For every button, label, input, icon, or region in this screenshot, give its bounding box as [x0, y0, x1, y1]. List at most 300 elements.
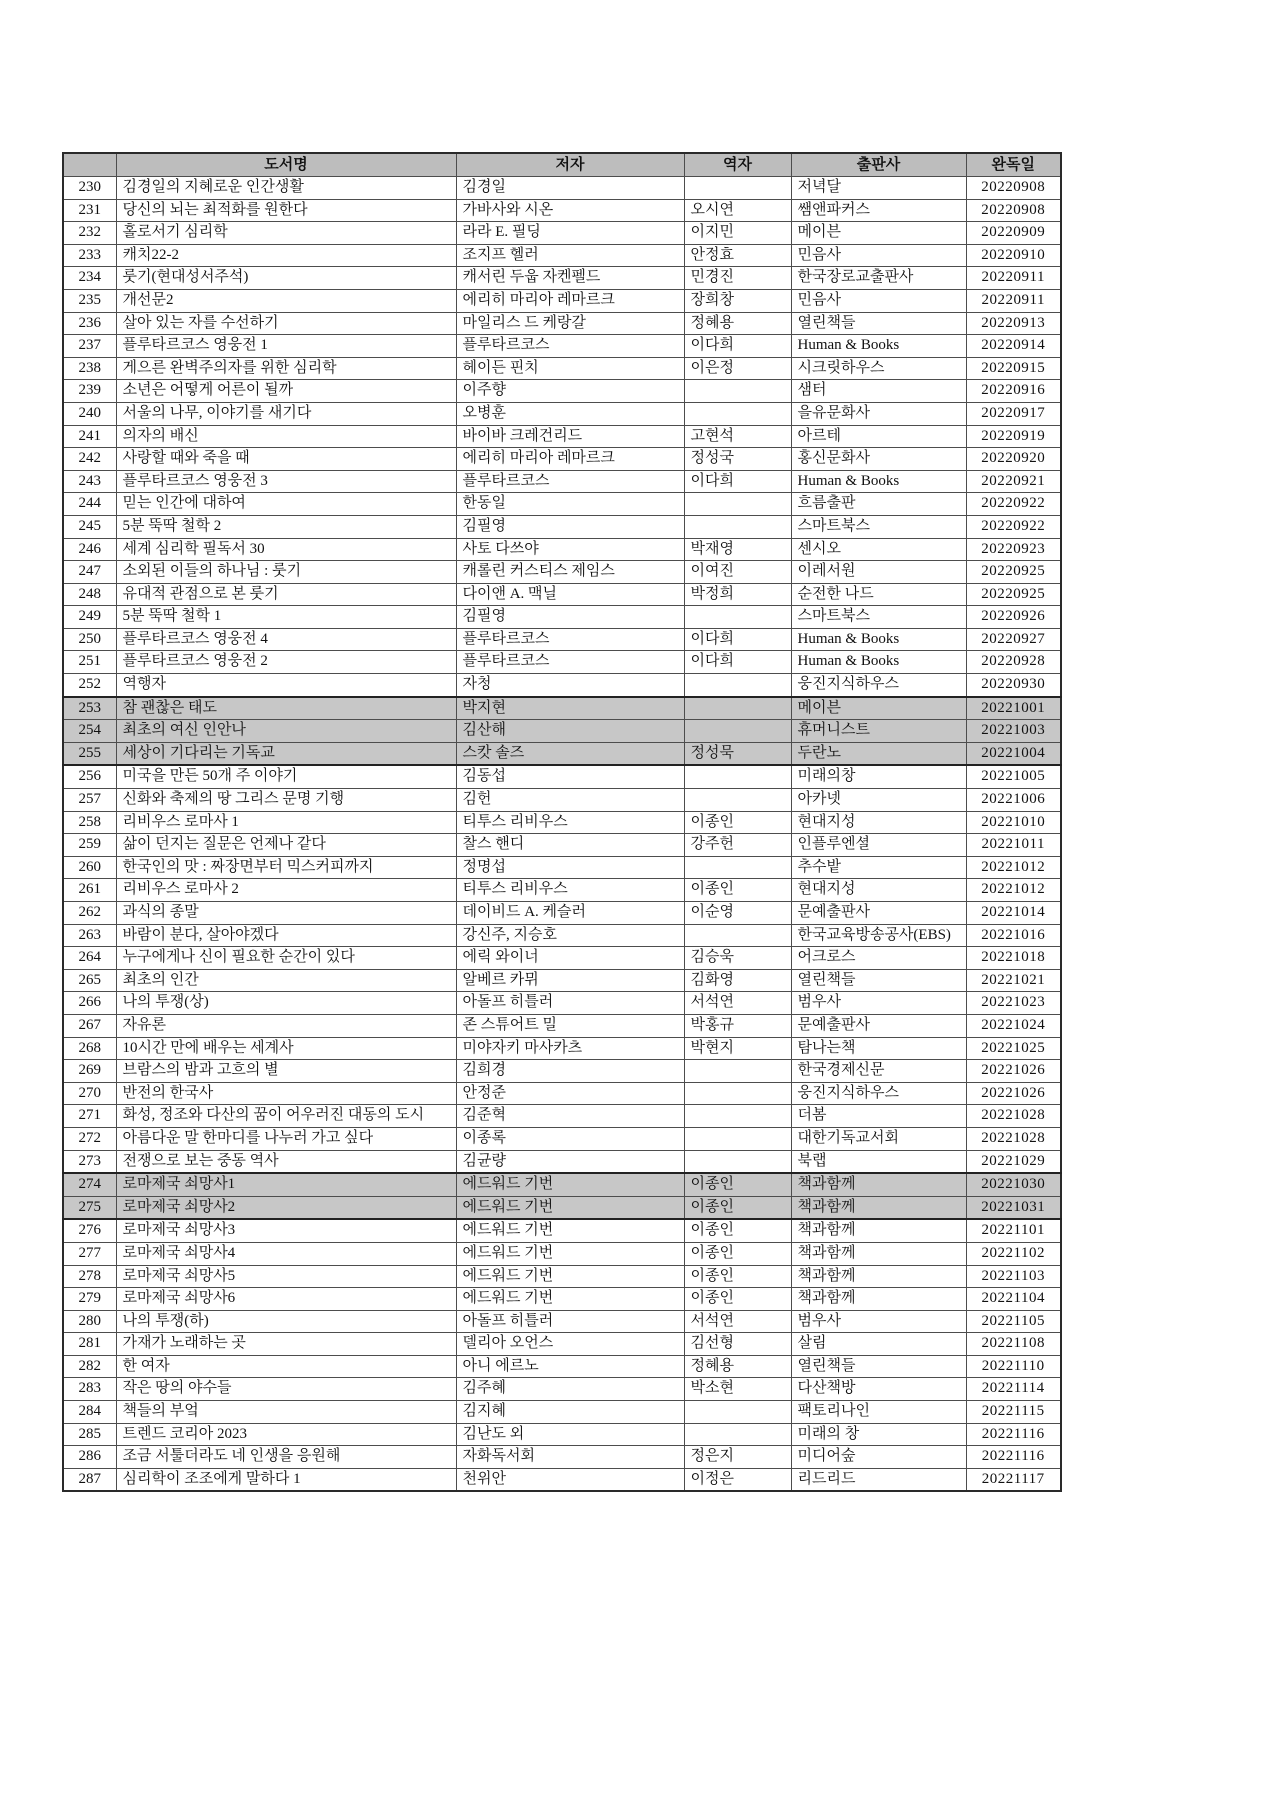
cell-no: 270	[63, 1082, 116, 1105]
reading-log-table	[62, 152, 1062, 1492]
cell-translator	[684, 606, 791, 629]
table-row	[63, 561, 1061, 584]
cell-translator: 박현지	[684, 1037, 791, 1060]
cell-author: 김산해	[456, 720, 684, 743]
cell-publisher: 스마트북스	[791, 606, 966, 629]
cell-title: 최초의 여신 인안나	[116, 720, 456, 743]
cell-title: 나의 투쟁(상)	[116, 992, 456, 1015]
cell-translator: 정혜용	[684, 312, 791, 335]
table-row	[63, 289, 1061, 312]
cell-title: 한국인의 맛 : 짜장면부터 믹스커피까지	[116, 856, 456, 879]
cell-date: 20221014	[966, 902, 1061, 925]
cell-no: 251	[63, 651, 116, 674]
cell-no: 281	[63, 1333, 116, 1356]
cell-title: 브람스의 밤과 고흐의 별	[116, 1060, 456, 1083]
cell-author: 김준혁	[456, 1105, 684, 1128]
cell-no: 245	[63, 515, 116, 538]
table-row	[63, 425, 1061, 448]
cell-publisher: 미래의 창	[791, 1423, 966, 1446]
cell-translator: 이종인	[684, 879, 791, 902]
cell-no: 274	[63, 1173, 116, 1196]
table-row	[63, 969, 1061, 992]
cell-no: 253	[63, 697, 116, 720]
table-row	[63, 1014, 1061, 1037]
table-row	[63, 1105, 1061, 1128]
cell-title: 룻기(현대성서주석)	[116, 267, 456, 290]
cell-translator	[684, 1060, 791, 1083]
cell-title: 개선문2	[116, 289, 456, 312]
cell-publisher: 책과함께	[791, 1265, 966, 1288]
cell-translator: 이정은	[684, 1468, 791, 1491]
cell-publisher: 문예출판사	[791, 902, 966, 925]
cell-publisher: 열린책들	[791, 312, 966, 335]
cell-publisher: 책과함께	[791, 1219, 966, 1242]
cell-date: 20221004	[966, 742, 1061, 765]
table-row	[63, 902, 1061, 925]
cell-date: 20221001	[966, 697, 1061, 720]
cell-publisher: 시크릿하우스	[791, 357, 966, 380]
cell-no: 283	[63, 1378, 116, 1401]
table-row	[63, 697, 1061, 720]
cell-date: 20221030	[966, 1173, 1061, 1196]
cell-publisher: 범우사	[791, 992, 966, 1015]
table-row	[63, 1265, 1061, 1288]
cell-author: 김주혜	[456, 1378, 684, 1401]
cell-no: 239	[63, 380, 116, 403]
table-row	[63, 811, 1061, 834]
cell-publisher: 책과함께	[791, 1196, 966, 1219]
cell-date: 20220927	[966, 628, 1061, 651]
cell-publisher: 두란노	[791, 742, 966, 765]
cell-title: 바람이 분다, 살아야겠다	[116, 924, 456, 947]
cell-date: 20221003	[966, 720, 1061, 743]
cell-title: 유대적 관점으로 본 룻기	[116, 583, 456, 606]
cell-publisher: 대한기독교서회	[791, 1127, 966, 1150]
cell-author: 플루타르코스	[456, 335, 684, 358]
table-row	[63, 1446, 1061, 1469]
cell-title: 플루타르코스 영웅전 2	[116, 651, 456, 674]
cell-date: 20220908	[966, 199, 1061, 222]
cell-publisher: 열린책들	[791, 1355, 966, 1378]
cell-date: 20220909	[966, 222, 1061, 245]
cell-translator: 정성국	[684, 448, 791, 471]
table-row	[63, 1173, 1061, 1196]
cell-translator	[684, 1082, 791, 1105]
cell-author: 에드워드 기번	[456, 1196, 684, 1219]
cell-title: 리비우스 로마사 2	[116, 879, 456, 902]
cell-author: 티투스 리비우스	[456, 811, 684, 834]
cell-publisher: 북랩	[791, 1150, 966, 1173]
table-row	[63, 924, 1061, 947]
cell-author: 김동섭	[456, 765, 684, 788]
cell-no: 273	[63, 1150, 116, 1173]
cell-title: 참 괜찮은 태도	[116, 697, 456, 720]
table-row	[63, 720, 1061, 743]
cell-translator: 박소현	[684, 1378, 791, 1401]
cell-translator	[684, 789, 791, 812]
table-row	[63, 1060, 1061, 1083]
cell-translator	[684, 924, 791, 947]
cell-author: 다이앤 A. 맥닐	[456, 583, 684, 606]
cell-date: 20221101	[966, 1219, 1061, 1242]
table-row	[63, 1423, 1061, 1446]
cell-title: 로마제국 쇠망사1	[116, 1173, 456, 1196]
cell-title: 작은 땅의 야수들	[116, 1378, 456, 1401]
cell-title: 소년은 어떻게 어른이 될까	[116, 380, 456, 403]
cell-author: 천위안	[456, 1468, 684, 1491]
cell-date: 20221028	[966, 1105, 1061, 1128]
cell-publisher: 아르테	[791, 425, 966, 448]
cell-date: 20220930	[966, 674, 1061, 697]
cell-title: 믿는 인간에 대하여	[116, 493, 456, 516]
cell-date: 20221012	[966, 856, 1061, 879]
table-header	[63, 153, 1061, 177]
cell-date: 20221021	[966, 969, 1061, 992]
table-row	[63, 1310, 1061, 1333]
table-row	[63, 583, 1061, 606]
cell-translator	[684, 697, 791, 720]
cell-translator: 이종인	[684, 1265, 791, 1288]
cell-author: 바이바 크레건리드	[456, 425, 684, 448]
cell-title: 플루타르코스 영웅전 3	[116, 470, 456, 493]
cell-no: 275	[63, 1196, 116, 1219]
table-row	[63, 1150, 1061, 1173]
cell-title: 과식의 종말	[116, 902, 456, 925]
table-row	[63, 992, 1061, 1015]
cell-date: 20221110	[966, 1355, 1061, 1378]
cell-date: 20221115	[966, 1401, 1061, 1424]
cell-translator	[684, 1127, 791, 1150]
cell-translator: 민경진	[684, 267, 791, 290]
table-row	[63, 312, 1061, 335]
cell-publisher: Human & Books	[791, 628, 966, 651]
cell-date: 20220908	[966, 177, 1061, 200]
cell-no: 285	[63, 1423, 116, 1446]
cell-translator: 정은지	[684, 1446, 791, 1469]
cell-title: 트렌드 코리아 2023	[116, 1423, 456, 1446]
cell-translator: 이지민	[684, 222, 791, 245]
table-row	[63, 765, 1061, 788]
cell-publisher: 흐름출판	[791, 493, 966, 516]
cell-date: 20220925	[966, 561, 1061, 584]
cell-date: 20220915	[966, 357, 1061, 380]
cell-publisher: 저녁달	[791, 177, 966, 200]
table-row	[63, 538, 1061, 561]
table-row	[63, 1219, 1061, 1242]
cell-translator: 이종인	[684, 1173, 791, 1196]
cell-title: 화성, 정조와 다산의 꿈이 어우러진 대동의 도시	[116, 1105, 456, 1128]
cell-publisher: 이레서원	[791, 561, 966, 584]
cell-title: 신화와 축제의 땅 그리스 문명 기행	[116, 789, 456, 812]
cell-translator: 이다희	[684, 335, 791, 358]
cell-translator: 이종인	[684, 1288, 791, 1311]
cell-translator	[684, 765, 791, 788]
cell-no: 248	[63, 583, 116, 606]
cell-publisher: 추수밭	[791, 856, 966, 879]
cell-no: 260	[63, 856, 116, 879]
cell-author: 에드워드 기번	[456, 1288, 684, 1311]
cell-author: 라라 E. 필딩	[456, 222, 684, 245]
cell-author: 티투스 리비우스	[456, 879, 684, 902]
cell-author: 김필영	[456, 606, 684, 629]
cell-publisher: 팩토리나인	[791, 1401, 966, 1424]
cell-translator: 정혜용	[684, 1355, 791, 1378]
cell-translator: 이여진	[684, 561, 791, 584]
cell-translator: 고현석	[684, 425, 791, 448]
cell-date: 20220928	[966, 651, 1061, 674]
table-row	[63, 222, 1061, 245]
cell-author: 김난도 외	[456, 1423, 684, 1446]
table-row	[63, 879, 1061, 902]
cell-title: 로마제국 쇠망사3	[116, 1219, 456, 1242]
cell-no: 257	[63, 789, 116, 812]
cell-translator: 이다희	[684, 628, 791, 651]
table-row	[63, 357, 1061, 380]
cell-translator	[684, 515, 791, 538]
cell-author: 헤이든 핀치	[456, 357, 684, 380]
header-row	[63, 153, 1061, 177]
cell-author: 데이비드 A. 케슬러	[456, 902, 684, 925]
cell-title: 5분 뚝딱 철학 2	[116, 515, 456, 538]
table-row	[63, 1333, 1061, 1356]
cell-translator: 이은정	[684, 357, 791, 380]
cell-translator: 서석연	[684, 992, 791, 1015]
cell-no: 269	[63, 1060, 116, 1083]
cell-date: 20221108	[966, 1333, 1061, 1356]
cell-date: 20220921	[966, 470, 1061, 493]
cell-title: 로마제국 쇠망사6	[116, 1288, 456, 1311]
cell-publisher: 을유문화사	[791, 402, 966, 425]
cell-publisher: Human & Books	[791, 335, 966, 358]
cell-publisher: 휴머니스트	[791, 720, 966, 743]
cell-publisher: 미디어숲	[791, 1446, 966, 1469]
cell-title: 최초의 인간	[116, 969, 456, 992]
cell-publisher: 책과함께	[791, 1242, 966, 1265]
cell-translator: 이종인	[684, 1242, 791, 1265]
table-body	[63, 177, 1061, 1492]
cell-author: 김필영	[456, 515, 684, 538]
cell-date: 20221010	[966, 811, 1061, 834]
column-header-translator: 역자	[684, 153, 791, 177]
cell-title: 로마제국 쇠망사2	[116, 1196, 456, 1219]
cell-publisher: 샘터	[791, 380, 966, 403]
cell-author: 델리아 오언스	[456, 1333, 684, 1356]
cell-translator: 안정효	[684, 244, 791, 267]
cell-translator	[684, 856, 791, 879]
cell-title: 살아 있는 자를 수선하기	[116, 312, 456, 335]
column-header-date: 완독일	[966, 153, 1061, 177]
table-row	[63, 1082, 1061, 1105]
cell-no: 265	[63, 969, 116, 992]
cell-no: 256	[63, 765, 116, 788]
cell-publisher: 인플루엔셜	[791, 834, 966, 857]
cell-date: 20220922	[966, 493, 1061, 516]
cell-no: 243	[63, 470, 116, 493]
cell-title: 의자의 배신	[116, 425, 456, 448]
cell-no: 286	[63, 1446, 116, 1469]
cell-date: 20220911	[966, 267, 1061, 290]
cell-title: 세계 심리학 필독서 30	[116, 538, 456, 561]
cell-title: 전쟁으로 보는 중동 역사	[116, 1150, 456, 1173]
cell-author: 사토 다쓰야	[456, 538, 684, 561]
table-row	[63, 1355, 1061, 1378]
cell-author: 미야자키 마사카츠	[456, 1037, 684, 1060]
table-row	[63, 856, 1061, 879]
cell-no: 262	[63, 902, 116, 925]
cell-no: 282	[63, 1355, 116, 1378]
table-row	[63, 244, 1061, 267]
cell-publisher: 메이븐	[791, 222, 966, 245]
cell-no: 258	[63, 811, 116, 834]
cell-publisher: 탐나는책	[791, 1037, 966, 1060]
cell-author: 찰스 핸디	[456, 834, 684, 857]
cell-author: 플루타르코스	[456, 470, 684, 493]
cell-publisher: 한국장로교출판사	[791, 267, 966, 290]
cell-title: 리비우스 로마사 1	[116, 811, 456, 834]
cell-author: 캐롤린 커스티스 제임스	[456, 561, 684, 584]
cell-date: 20221026	[966, 1060, 1061, 1083]
cell-date: 20221117	[966, 1468, 1061, 1491]
cell-title: 캐치22-2	[116, 244, 456, 267]
cell-date: 20220916	[966, 380, 1061, 403]
cell-title: 홀로서기 심리학	[116, 222, 456, 245]
table-row	[63, 674, 1061, 697]
cell-author: 자화독서회	[456, 1446, 684, 1469]
cell-translator: 정성묵	[684, 742, 791, 765]
cell-publisher: 홍신문화사	[791, 448, 966, 471]
column-header-no	[63, 153, 116, 177]
cell-date: 20221026	[966, 1082, 1061, 1105]
table-row	[63, 177, 1061, 200]
cell-no: 237	[63, 335, 116, 358]
cell-no: 233	[63, 244, 116, 267]
cell-title: 플루타르코스 영웅전 4	[116, 628, 456, 651]
cell-title: 세상이 기다리는 기독교	[116, 742, 456, 765]
cell-date: 20220920	[966, 448, 1061, 471]
cell-author: 한동일	[456, 493, 684, 516]
table-row	[63, 1037, 1061, 1060]
cell-publisher: 웅진지식하우스	[791, 674, 966, 697]
table-row	[63, 199, 1061, 222]
cell-author: 김헌	[456, 789, 684, 812]
cell-title: 한 여자	[116, 1355, 456, 1378]
cell-author: 오병훈	[456, 402, 684, 425]
cell-title: 심리학이 조조에게 말하다 1	[116, 1468, 456, 1491]
cell-author: 에릭 와이너	[456, 947, 684, 970]
cell-title: 10시간 만에 배우는 세계사	[116, 1037, 456, 1060]
cell-author: 마일리스 드 케랑갈	[456, 312, 684, 335]
cell-publisher: 순전한 나드	[791, 583, 966, 606]
cell-author: 에드워드 기번	[456, 1265, 684, 1288]
cell-date: 20221104	[966, 1288, 1061, 1311]
cell-title: 누구에게나 신이 필요한 순간이 있다	[116, 947, 456, 970]
cell-author: 조지프 헬러	[456, 244, 684, 267]
cell-title: 김경일의 지혜로운 인간생활	[116, 177, 456, 200]
cell-no: 267	[63, 1014, 116, 1037]
cell-author: 강신주, 지승호	[456, 924, 684, 947]
cell-no: 231	[63, 199, 116, 222]
cell-translator: 김화영	[684, 969, 791, 992]
cell-translator	[684, 1423, 791, 1446]
cell-no: 263	[63, 924, 116, 947]
cell-date: 20221011	[966, 834, 1061, 857]
cell-author: 스캇 솔즈	[456, 742, 684, 765]
cell-publisher: 열린책들	[791, 969, 966, 992]
cell-author: 박지현	[456, 697, 684, 720]
cell-translator: 서석연	[684, 1310, 791, 1333]
table-row	[63, 335, 1061, 358]
table-row	[63, 1127, 1061, 1150]
cell-no: 266	[63, 992, 116, 1015]
cell-date: 20221029	[966, 1150, 1061, 1173]
cell-date: 20221105	[966, 1310, 1061, 1333]
cell-no: 232	[63, 222, 116, 245]
cell-author: 아니 에르노	[456, 1355, 684, 1378]
cell-no: 264	[63, 947, 116, 970]
cell-publisher: 센시오	[791, 538, 966, 561]
cell-date: 20221116	[966, 1423, 1061, 1446]
cell-author: 에리히 마리아 레마르크	[456, 448, 684, 471]
cell-date: 20221103	[966, 1265, 1061, 1288]
cell-no: 247	[63, 561, 116, 584]
cell-translator: 오시연	[684, 199, 791, 222]
table-row	[63, 1378, 1061, 1401]
table-row	[63, 1242, 1061, 1265]
cell-date: 20220926	[966, 606, 1061, 629]
cell-publisher: Human & Books	[791, 651, 966, 674]
cell-no: 287	[63, 1468, 116, 1491]
cell-translator	[684, 493, 791, 516]
cell-author: 플루타르코스	[456, 628, 684, 651]
cell-title: 플루타르코스 영웅전 1	[116, 335, 456, 358]
table-row	[63, 515, 1061, 538]
cell-publisher: 한국경제신문	[791, 1060, 966, 1083]
cell-no: 280	[63, 1310, 116, 1333]
cell-publisher: 민음사	[791, 289, 966, 312]
cell-no: 276	[63, 1219, 116, 1242]
cell-no: 268	[63, 1037, 116, 1060]
cell-date: 20220923	[966, 538, 1061, 561]
cell-publisher: 한국교육방송공사(EBS)	[791, 924, 966, 947]
cell-date: 20220911	[966, 289, 1061, 312]
cell-translator: 이순영	[684, 902, 791, 925]
cell-title: 로마제국 쇠망사4	[116, 1242, 456, 1265]
cell-no: 277	[63, 1242, 116, 1265]
cell-author: 가바사와 시온	[456, 199, 684, 222]
cell-author: 에드워드 기번	[456, 1219, 684, 1242]
cell-translator	[684, 1105, 791, 1128]
cell-title: 아름다운 말 한마디를 나누러 가고 싶다	[116, 1127, 456, 1150]
cell-title: 소외된 이들의 하나님 : 룻기	[116, 561, 456, 584]
cell-translator: 강주헌	[684, 834, 791, 857]
cell-no: 279	[63, 1288, 116, 1311]
table-row	[63, 470, 1061, 493]
cell-no: 242	[63, 448, 116, 471]
cell-translator: 김승욱	[684, 947, 791, 970]
cell-author: 이종록	[456, 1127, 684, 1150]
cell-translator	[684, 720, 791, 743]
cell-no: 259	[63, 834, 116, 857]
table-row	[63, 267, 1061, 290]
cell-translator: 이다희	[684, 470, 791, 493]
cell-date: 20221005	[966, 765, 1061, 788]
cell-no: 246	[63, 538, 116, 561]
table-row	[63, 402, 1061, 425]
cell-publisher: 더봄	[791, 1105, 966, 1128]
cell-no: 278	[63, 1265, 116, 1288]
table-row	[63, 380, 1061, 403]
cell-author: 김경일	[456, 177, 684, 200]
